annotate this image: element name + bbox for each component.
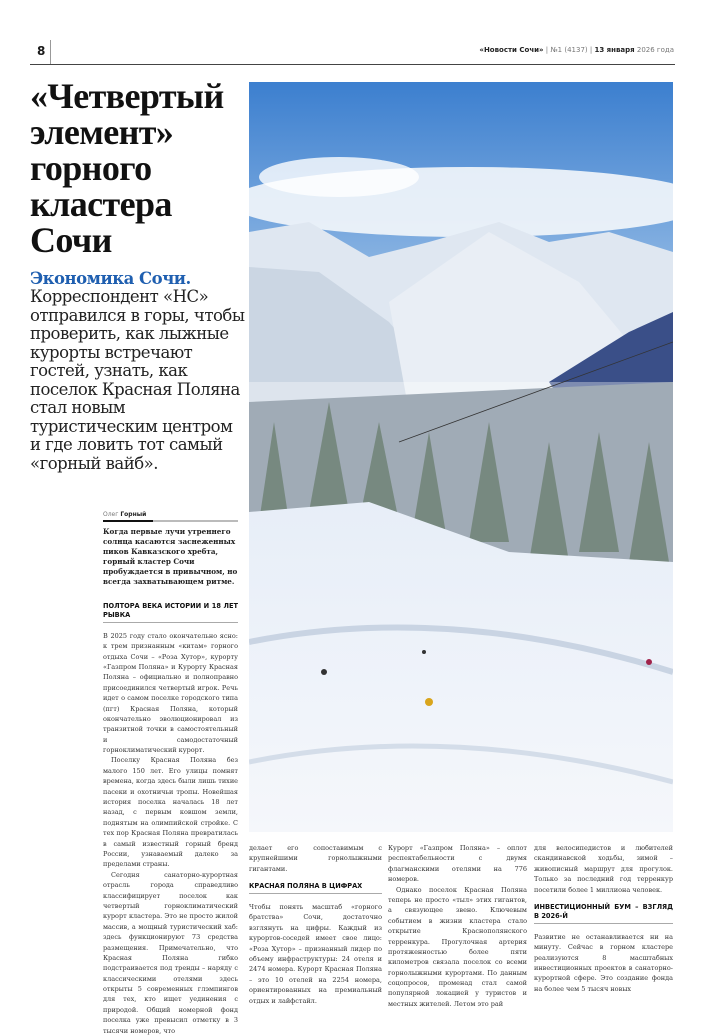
author-last-name: Горный: [120, 511, 147, 518]
issue-number: №1 (4137): [550, 46, 588, 54]
paragraph: делает его сопоставимым с крупнейшими горнолыжными гигантами.: [249, 844, 382, 873]
page-number: 8: [37, 44, 46, 58]
byline: [103, 511, 238, 522]
section-heading: ПОЛТОРА ВЕКА ИСТОРИИ И 18 ЛЕТ РЫВКА: [103, 602, 238, 623]
paragraph: Сегодня санаторно-курортная отрасль города справедливо классифицирует поселок как четвертый горноклиматический курорт кластера. Это не просто жилой массив, а мощный туристический хаб: здесь функционируют 73 средства размещения. Примечательно, что Красная Поляна гибко подстраивается под тренды – наряду с классическими отелями здесь открыты 5 современных глэмпингов для тех, кто ищет уединения с природой. Общий номерной фонд поселка уже превысил отметку в 3 тысячи номеров, что: [103, 870, 238, 1035]
header-rule: [30, 64, 675, 65]
newspaper-name: «Новости Сочи»: [479, 46, 544, 54]
issue-date: 13 января: [594, 46, 635, 54]
lead-text: Корреспондент «НС» отправился в горы, чтобы проверить, как лыжные курорты встречают гостей, узнать, как поселок Красная Поляна стал новым туристическим центром и где ловить тот самый «горный вайб».: [30, 287, 245, 473]
article-lead: [30, 270, 245, 473]
author-first-name: Олег: [103, 511, 119, 518]
intro-paragraph: Когда первые лучи утреннего солнца касаются заснеженных пиков Кавказского хребта, горный кластер Сочи пробуждается в привычном, но всегда захватывающем ритме.: [103, 527, 238, 587]
column-1: [103, 602, 238, 1036]
column-4: [534, 843, 673, 994]
paragraph: для велосипедистов и любителей скандинавской ходьбы, зимой – живописный маршрут для прогулок. Только за последний год терренкур посетили более 1 миллиона человек.: [534, 844, 673, 894]
article-title: «Четвертый элемент» горного кластера Сочи: [30, 76, 224, 260]
column-3: [388, 843, 527, 1009]
paragraph: Однако поселок Красная Поляна теперь не просто «тыл» этих гигантов, а связующее звено. Ключевым событием в жизни кластера стало открытие Краснополянского терренкура. Прогулочная артерия протяженностью более пяти километров связала поселок со всеми горнолыжными курортами. По данным соцопросов, променад стал самой популярной локацией у туристов и местных жителей. Летом это рай: [388, 885, 527, 1008]
paragraph: Поселку Красная Поляна без малого 150 лет. Его улицы помнят времена, когда здесь были лишь тихие пасеки и охотничьи тропы. Новейшая история поселка началась 18 лет назад, с первым ковшом земли, поднятым на олимпийской стройке. С тех пор Красная Поляна превратилась в самый известный горный бренд России, узнаваемый далеко за пределами страны.: [103, 756, 238, 869]
section-heading: ИНВЕСТИЦИОННЫЙ БУМ – ВЗГЛЯД В 2026-Й: [534, 903, 673, 924]
issue-info: «Новости Сочи» | №1 (4137) | 13 января 2026 года: [479, 46, 674, 54]
paragraph: Чтобы понять масштаб «горного братства» Сочи, достаточно взглянуть на цифры. Каждый из курортов-соседей имеет свое лицо: «Роза Хутор» – признанный лидер по объему инфраструктуры: 24 отеля и 2474 номера. Курорт Красная Поляна – это 10 отелей на 2254 номера, ориентированных на премиальный отдых и лайфстайл.: [249, 903, 382, 1005]
rubric: Экономика Сочи.: [30, 269, 191, 288]
ski-slope-photo: [249, 82, 673, 832]
header-divider: [50, 40, 51, 64]
paragraph: В 2025 году стало окончательно ясно: к трем признанным «китам» горного отдыха Сочи – «Роза Хутор», курорту «Газпром Поляна» и Курорту Красная Поляна – официально и полноправно присоединился четвертый игрок. Речь идет о самом поселке городского типа (пгт) Красная Поляна, который окончательно эволюционировал из транзитной точки в самостоятельный и самодостаточный горноклиматический курорт.: [103, 631, 238, 755]
column-2: [249, 843, 382, 1006]
section-heading: КРАСНАЯ ПОЛЯНА В ЦИФРАХ: [249, 882, 382, 894]
issue-year: 2026 года: [636, 46, 674, 54]
paragraph: Курорт «Газпром Поляна» – оплот респектабельности с двумя флагманскими отелями на 776 номеров.: [388, 844, 527, 884]
paragraph: Развитие не останавливается ни на минуту. Сейчас в горном кластере реализуются 8 масштабных инвестиционных проектов в санаторно-курортной сфере. Это создание фонда на более чем 5 тысяч новых: [534, 932, 673, 993]
